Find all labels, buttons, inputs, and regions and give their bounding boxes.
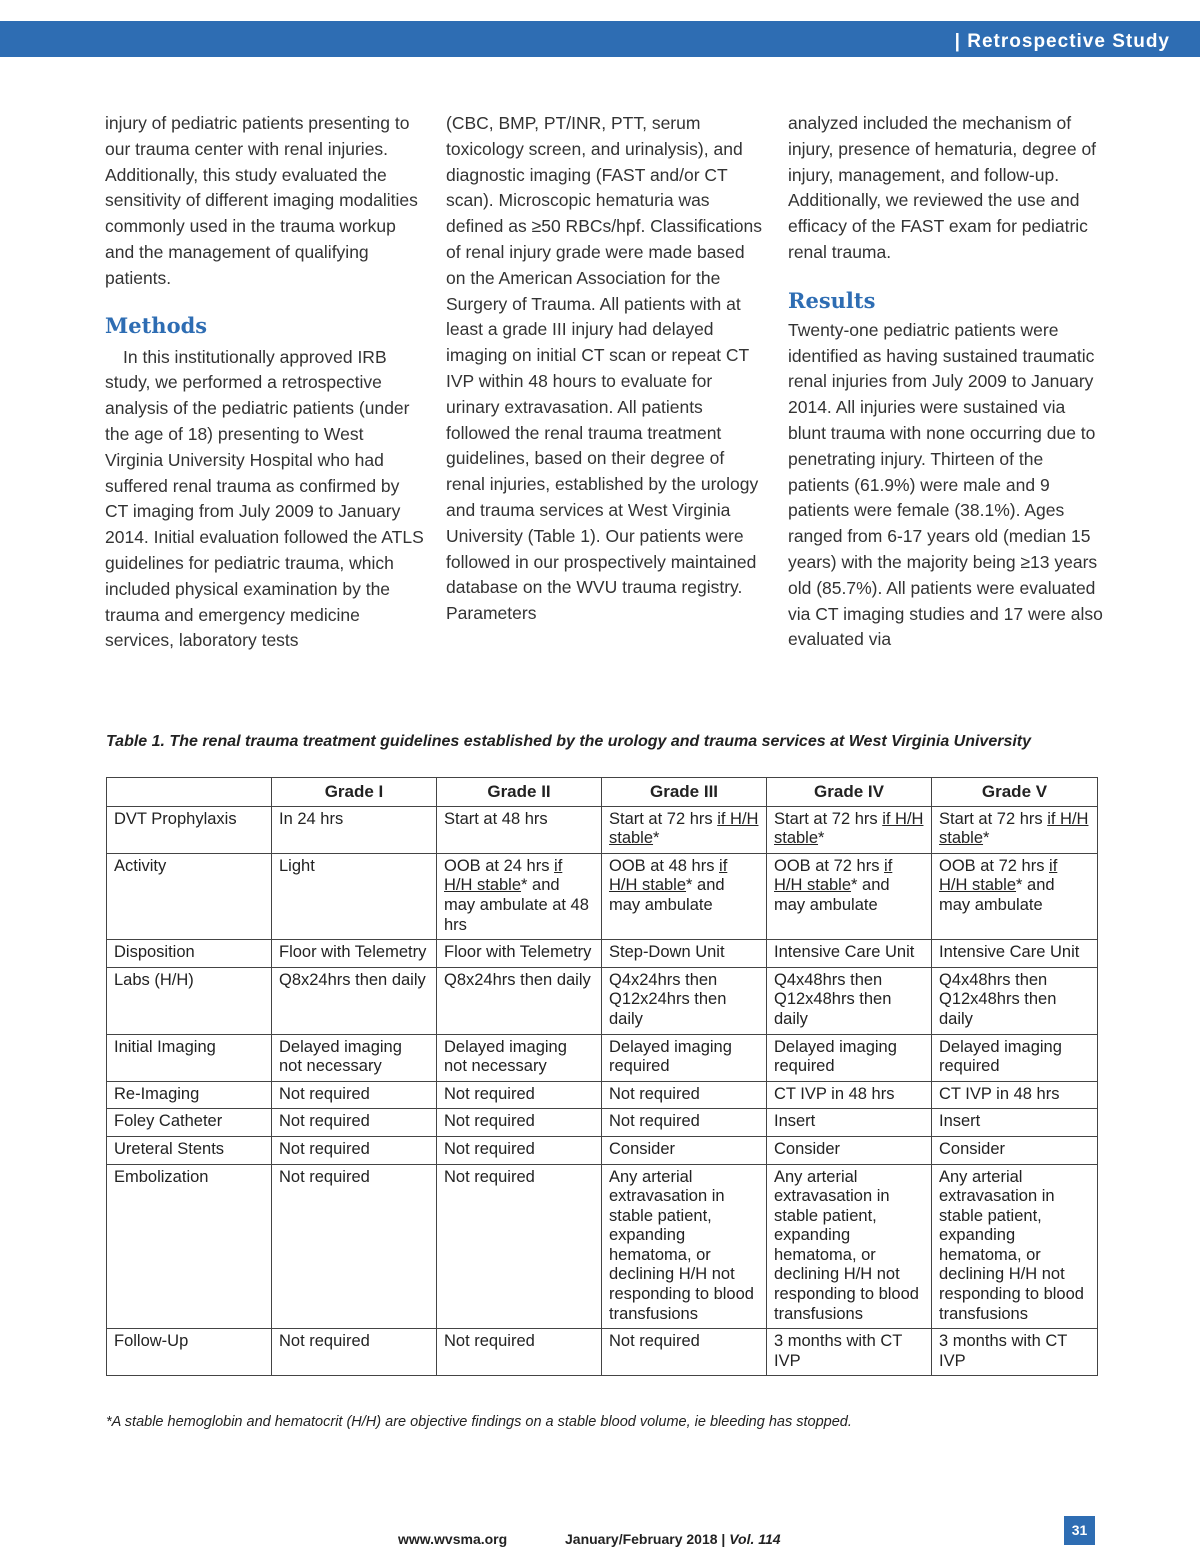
table-cell: Not required — [437, 1109, 602, 1137]
table-header-cell: Grade I — [272, 778, 437, 807]
table-cell: Start at 48 hrs — [437, 806, 602, 853]
table-cell: Not required — [602, 1081, 767, 1109]
table-cell: Not required — [272, 1136, 437, 1164]
table-header-cell — [107, 778, 272, 807]
table-cell: Any arterial extravasation in stable patient, expanding hematoma, or declining H/H not responding to blood transfusions — [767, 1164, 932, 1329]
footer-issue — [565, 1531, 781, 1547]
cell-text: * and may ambulate — [939, 876, 1055, 914]
table-cell: 3 months with CT IVP — [767, 1329, 932, 1376]
header-band — [0, 21, 1200, 57]
table-cell: Any arterial extravasation in stable patient, expanding hematoma, or declining H/H not responding to blood transfusions — [602, 1164, 767, 1329]
table-row — [107, 1136, 1098, 1164]
table-row — [107, 806, 1098, 853]
table-row — [107, 1329, 1098, 1376]
table-cell: CT IVP in 48 hrs — [932, 1081, 1098, 1109]
table-cell: Not required — [602, 1329, 767, 1376]
table-row — [107, 853, 1098, 939]
table-header-cell: Grade III — [602, 778, 767, 807]
row-label-cell: DVT Prophylaxis — [107, 806, 272, 853]
methods-end-paragraph: analyzed included the mechanism of injury, presence of hematuria, degree of injury, management, and follow-up. Additionally, we reviewed the use and efficacy of the FAST exam for pediatric renal trauma. — [788, 113, 1097, 262]
row-label-cell: Ureteral Stents — [107, 1136, 272, 1164]
table-cell: Consider — [602, 1136, 767, 1164]
table-cell — [602, 806, 767, 853]
table-row — [107, 967, 1098, 1034]
table-body — [107, 806, 1098, 1376]
cell-text: OOB at 72 hrs — [939, 856, 1050, 875]
table-cell: Delayed imaging not necessary — [437, 1034, 602, 1081]
intro-paragraph: injury of pediatric patients presenting to our trauma center with renal injuries. Additionally, this study evaluated the sensitivity of different imaging modalities commonly used in the trauma workup and the management of qualifying patients. — [105, 113, 418, 288]
table-header-row — [107, 778, 1098, 807]
cell-text: OOB at 48 hrs — [609, 856, 720, 875]
methods-continued-paragraph: (CBC, BMP, PT/INR, PTT, serum toxicology screen, and urinalysis), and diagnostic imaging (FAST and/or CT scan). Microscopic hematuria was defined as ≥50 RBCs/hpf. Classifications of renal injury grade were made based on the American Association for the Surgery of Trauma. All patients with at least a grade III injury had delayed imaging on initial CT scan or repeat CT IVP within 48 hours to evaluate for urinary extravasation. All patients followed the renal trauma treatment guidelines, based on their degree of renal injuries, established by the urology and trauma services at West Virginia University (Table 1). Our patients were followed in our prospectively maintained database on the WVU trauma registry. Parameters — [446, 113, 763, 624]
table-cell: Floor with Telemetry — [272, 940, 437, 968]
stability-condition: if H/H stable — [939, 809, 1089, 848]
row-label-cell: Re-Imaging — [107, 1081, 272, 1109]
table-cell — [437, 853, 602, 939]
table-cell: CT IVP in 48 hrs — [767, 1081, 932, 1109]
footer-website: www.wvsma.org — [398, 1531, 508, 1547]
cell-text: * — [653, 829, 660, 848]
table-cell: Q4x24hrs then Q12x24hrs then daily — [602, 967, 767, 1034]
row-label-cell: Disposition — [107, 940, 272, 968]
renal-trauma-guidelines-table — [106, 777, 1098, 1376]
methods-paragraph: In this institutionally approved IRB study, we performed a retrospective analysis of the pediatric patients (under the age of 18) presenting to West Virginia University Hospital who had suffered renal trauma as confirmed by CT imaging from July 2009 to January 2014. Initial evaluation followed the ATLS guidelines for pediatric trauma, which included physical examination by the trauma and emergency medicine services, laboratory tests — [105, 346, 424, 651]
table-cell: Not required — [437, 1136, 602, 1164]
table-header-cell: Grade IV — [767, 778, 932, 807]
table-cell — [602, 853, 767, 939]
stability-condition: if H/H stable — [444, 856, 563, 895]
table-cell: Delayed imaging required — [932, 1034, 1098, 1081]
table-cell: Light — [272, 853, 437, 939]
stability-condition: if H/H stable — [609, 856, 728, 895]
table-cell: Consider — [767, 1136, 932, 1164]
table-cell — [767, 853, 932, 939]
section-label: | Retrospective Study — [954, 31, 1170, 52]
table-cell: Consider — [932, 1136, 1098, 1164]
table-header-cell: Grade V — [932, 778, 1098, 807]
table-cell — [767, 806, 932, 853]
cell-text: * — [983, 829, 990, 848]
table-cell: 3 months with CT IVP — [932, 1329, 1098, 1376]
cell-text: Start at 72 hrs — [774, 809, 883, 828]
text-column-2 — [446, 111, 766, 627]
table-cell: Step-Down Unit — [602, 940, 767, 968]
table-row — [107, 1034, 1098, 1081]
results-paragraph: Twenty-one pediatric patients were identified as having sustained traumatic renal injuries from July 2009 to January 2014. All injuries were sustained via blunt trauma with none occurring due to penetrating injury. Thirteen of the patients (61.9%) were male and 9 patients were female (38.1%). Ages ranged from 6-17 years old (median 15 years) with the majority being ≥13 years old (85.7%). All patients were evaluated via CT imaging studies and 17 were also evaluated via — [788, 319, 1103, 650]
table-cell: Not required — [272, 1081, 437, 1109]
footer-volume: Vol. 114 — [729, 1531, 781, 1547]
table-cell: Not required — [437, 1081, 602, 1109]
row-label-cell: Activity — [107, 853, 272, 939]
table-cell: Not required — [437, 1329, 602, 1376]
table-cell: Not required — [272, 1329, 437, 1376]
text-column-3 — [788, 111, 1108, 653]
cell-text: * and may ambulate at 48 hrs — [444, 876, 589, 934]
table-cell: Q4x48hrs then Q12x48hrs then daily — [767, 967, 932, 1034]
row-label-cell: Embolization — [107, 1164, 272, 1329]
cell-text: * and may ambulate — [774, 876, 890, 914]
results-heading: Results — [788, 287, 876, 313]
table-cell — [932, 853, 1098, 939]
table-cell: Delayed imaging required — [767, 1034, 932, 1081]
row-label-cell: Labs (H/H) — [107, 967, 272, 1034]
page-number: 31 — [1064, 1516, 1095, 1545]
cell-text: OOB at 72 hrs — [774, 856, 885, 875]
table-row — [107, 1164, 1098, 1329]
cell-text: Start at 72 hrs — [939, 809, 1048, 828]
table-cell: Q8x24hrs then daily — [437, 967, 602, 1034]
table-cell: Any arterial extravasation in stable patient, expanding hematoma, or declining H/H not responding to blood transfusions — [932, 1164, 1098, 1329]
table-footnote: *A stable hemoglobin and hematocrit (H/H) are objective findings on a stable blood volume, ie bleeding has stopped. — [106, 1414, 852, 1430]
table-cell: In 24 hrs — [272, 806, 437, 853]
table-cell: Delayed imaging required — [602, 1034, 767, 1081]
row-label-cell: Follow-Up — [107, 1329, 272, 1376]
table-cell: Not required — [437, 1164, 602, 1329]
table-cell: Q8x24hrs then daily — [272, 967, 437, 1034]
table-header-cell: Grade II — [437, 778, 602, 807]
stability-condition: if H/H stable — [774, 809, 924, 848]
methods-heading: Methods — [105, 312, 208, 338]
table-row — [107, 940, 1098, 968]
table-cell: Delayed imaging not necessary — [272, 1034, 437, 1081]
cell-text: * and may ambulate — [609, 876, 725, 914]
table-cell: Q4x48hrs then Q12x48hrs then daily — [932, 967, 1098, 1034]
table-cell: Floor with Telemetry — [437, 940, 602, 968]
text-column-1 — [105, 111, 425, 654]
stability-condition: if H/H stable — [939, 856, 1058, 895]
cell-text: Start at 72 hrs — [609, 809, 718, 828]
stability-condition: if H/H stable — [609, 809, 759, 848]
cell-text: * — [818, 829, 825, 848]
cell-text: OOB at 24 hrs — [444, 856, 555, 875]
row-label-cell: Foley Catheter — [107, 1109, 272, 1137]
table-cell: Insert — [932, 1109, 1098, 1137]
table-cell: Not required — [272, 1109, 437, 1137]
table-row — [107, 1109, 1098, 1137]
table-cell: Not required — [272, 1164, 437, 1329]
footer-issue-date: January/February 2018 | — [565, 1531, 730, 1547]
stability-condition: if H/H stable — [774, 856, 893, 895]
table-cell: Intensive Care Unit — [767, 940, 932, 968]
table-cell: Intensive Care Unit — [932, 940, 1098, 968]
row-label-cell: Initial Imaging — [107, 1034, 272, 1081]
table-row — [107, 1081, 1098, 1109]
table-cell: Insert — [767, 1109, 932, 1137]
table-cell: Not required — [602, 1109, 767, 1137]
table-cell — [932, 806, 1098, 853]
table-caption: Table 1. The renal trauma treatment guidelines established by the urology and trauma services at West Virginia University — [106, 733, 1032, 750]
